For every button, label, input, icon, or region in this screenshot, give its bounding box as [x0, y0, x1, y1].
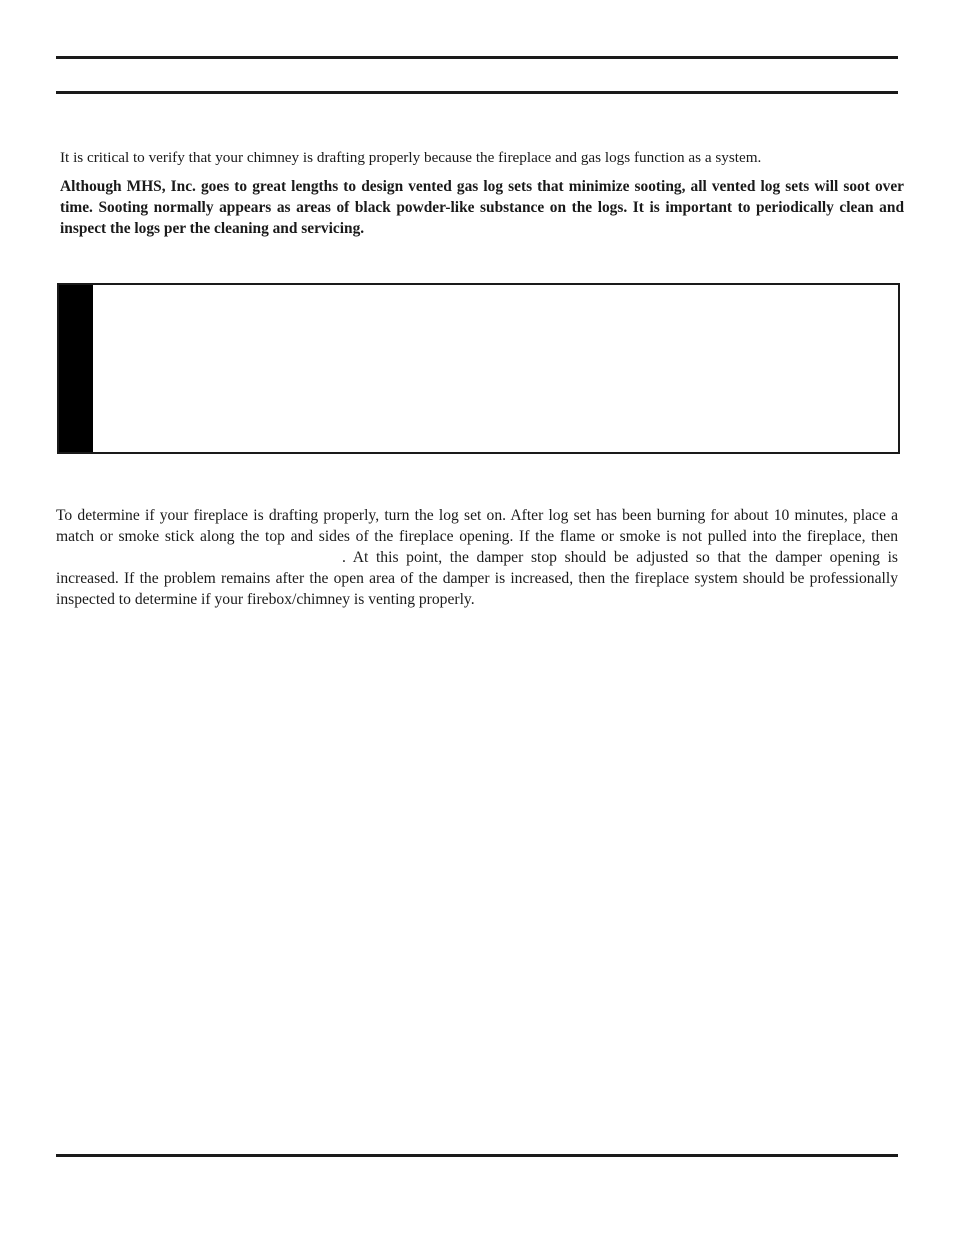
header-bottom-rule: [56, 91, 898, 94]
warning-box: [57, 283, 900, 454]
header-top-rule: [56, 56, 898, 59]
draft-test-paragraph: [56, 505, 898, 610]
draft-test-part2: . At this point, the damper stop should be adjusted so that the damper opening is increased. If the problem remains after the open area of the damper is increased, then the fireplace system should be professionally inspected to determine if your firebox/chimney is venting properly.: [56, 549, 898, 608]
footer-rule: [56, 1154, 898, 1157]
sooting-notice: Although MHS, Inc. goes to great lengths to design vented gas log sets that minimize sooting, all vented log sets will soot over time. Sooting normally appears as areas of black powder-like substance on the logs. It is important to periodically clean and inspect the logs per the cleaning and servicing.: [60, 178, 904, 237]
draft-test-part1: To determine if your fireplace is drafting properly, turn the log set on. After log set has been burning for about 10 minutes, place a match or smoke stick along the top and sides of the fireplace opening. If the flame or smoke is not pulled into the fireplace, then: [56, 507, 898, 545]
intro-paragraph: It is critical to verify that your chimney is drafting properly because the fireplace and gas logs function as a system.: [60, 149, 762, 166]
warning-sidebar: [59, 285, 93, 452]
